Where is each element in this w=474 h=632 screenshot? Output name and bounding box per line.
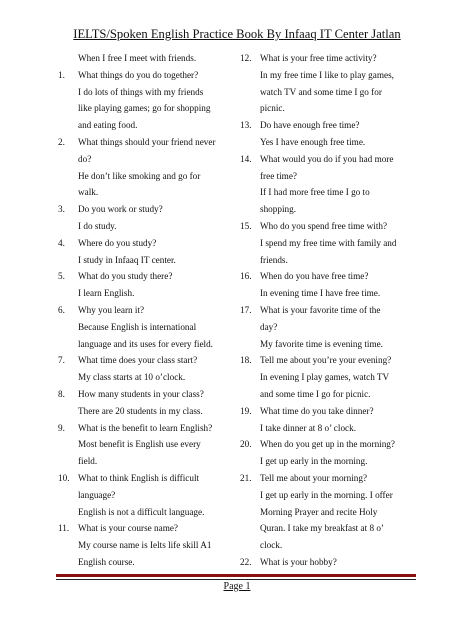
question-number: 21. (240, 472, 252, 483)
answer-text (240, 67, 416, 117)
answer-text (240, 369, 416, 403)
question-number: 12. (240, 53, 252, 63)
answer-line: My favorite time is evening time. (260, 338, 383, 349)
question-line: What is your course name? (78, 523, 179, 534)
question-line: What is your free time activity? (260, 53, 377, 63)
answer-line: English course. (78, 556, 135, 567)
answer-text (240, 487, 416, 554)
answer-line: I study in Infaaq IT center. (78, 254, 176, 265)
answer-line: and eating food. (78, 120, 138, 131)
question-text (78, 352, 234, 369)
answer-line: My course name is Ielts life skill A1 (78, 540, 212, 551)
question-text (78, 235, 234, 252)
answer-text (240, 420, 416, 437)
question-item (58, 268, 234, 285)
question-text (78, 268, 234, 285)
answer-line: English is not a difficult language. (78, 506, 205, 517)
question-item (58, 470, 234, 504)
question-text (78, 420, 234, 437)
question-item (240, 151, 416, 185)
answer-line: In my free time I like to play games, (260, 69, 394, 80)
question-text (260, 352, 416, 369)
answer-line: shopping. (260, 204, 296, 215)
question-line: What do you study there? (78, 271, 173, 282)
question-item (58, 420, 234, 437)
question-line: What is your hobby? (260, 556, 337, 567)
question-item (58, 520, 234, 537)
answer-line: I take dinner at 8 o’ clock. (260, 422, 357, 433)
answer-line: When I free I meet with friends. (78, 53, 197, 63)
answer-line: picnic. (260, 103, 285, 114)
question-item (240, 268, 416, 285)
question-line: What things should your friend never (78, 136, 216, 147)
answer-line: field. (78, 456, 98, 467)
answer-line: friends. (260, 254, 288, 265)
answer-text (58, 504, 234, 521)
question-item (58, 352, 234, 369)
question-line: Why you learn it? (78, 304, 145, 315)
question-number: 19. (240, 405, 252, 416)
answer-text (240, 184, 416, 218)
answer-line: Morning Prayer and recite Holy (260, 506, 378, 517)
two-column-body (58, 50, 416, 571)
question-line: What time does your class start? (78, 355, 198, 366)
answer-line: I do lots of things with my friends (78, 86, 204, 97)
answer-line: like playing games; go for shopping (78, 103, 211, 114)
question-line: day? (260, 321, 278, 332)
answer-text (58, 436, 234, 470)
question-number: 14. (240, 153, 252, 164)
answer-text (240, 235, 416, 269)
question-line: Where do you study? (78, 237, 157, 248)
question-item (240, 554, 416, 571)
answer-text (58, 369, 234, 386)
answer-text (240, 134, 416, 151)
question-line: Tell me about your morning? (260, 472, 368, 483)
page-title: IELTS/Spoken English Practice Book By Infaaq IT Center Jatlan (73, 27, 401, 41)
question-text (78, 134, 234, 168)
answer-line: I get up early in the morning. (260, 456, 368, 467)
question-number: 15. (240, 220, 252, 231)
question-number: 9. (58, 422, 65, 433)
left-column (58, 50, 234, 571)
question-number: 18. (240, 355, 252, 366)
question-text (260, 151, 416, 185)
answer-text (58, 84, 234, 134)
answer-line: I spend my free time with family and (260, 237, 397, 248)
question-line: When do you get up in the morning? (260, 439, 395, 450)
question-text (260, 117, 416, 134)
question-line: Tell me about you’re your evening? (260, 355, 392, 366)
page-footer (0, 581, 474, 592)
question-text (78, 302, 234, 319)
answer-text (58, 403, 234, 420)
answer-line: clock. (260, 540, 283, 551)
question-item (58, 302, 234, 319)
question-text (78, 67, 234, 84)
question-item (240, 403, 416, 420)
answer-text (58, 168, 234, 202)
question-text (78, 201, 234, 218)
answer-text (58, 50, 234, 67)
question-text (260, 436, 416, 453)
question-item (58, 235, 234, 252)
footer-rule (56, 574, 416, 580)
question-number: 3. (58, 204, 65, 215)
question-number: 13. (240, 120, 252, 131)
question-item (240, 302, 416, 336)
answer-line: He don’t like smoking and go for (78, 170, 201, 181)
question-text (78, 520, 234, 537)
question-number: 8. (58, 388, 65, 399)
answer-line: language and its uses for every field. (78, 338, 213, 349)
answer-line: walk. (78, 187, 99, 198)
answer-text (240, 285, 416, 302)
question-item (58, 386, 234, 403)
question-text (260, 268, 416, 285)
question-number: 20. (240, 439, 252, 450)
question-item (58, 67, 234, 84)
question-line: What is your favorite time of the (260, 304, 381, 315)
answer-line: I get up early in the morning. I offer (260, 489, 393, 500)
right-column (240, 50, 416, 571)
question-line: free time? (260, 170, 297, 181)
question-item (240, 117, 416, 134)
question-item (240, 470, 416, 487)
question-line: When do you have free time? (260, 271, 369, 282)
question-item (58, 134, 234, 168)
question-line: What time do you take dinner? (260, 405, 374, 416)
question-text (78, 470, 234, 504)
question-number: 5. (58, 271, 65, 282)
question-number: 7. (58, 355, 65, 366)
answer-text (240, 453, 416, 470)
question-text (260, 403, 416, 420)
question-item (240, 352, 416, 369)
answer-line: and some time I go for picnic. (260, 388, 371, 399)
question-number: 4. (58, 237, 65, 248)
question-line: How many students in your class? (78, 388, 204, 399)
question-number: 22. (240, 556, 252, 567)
question-number: 1. (58, 69, 65, 80)
answer-text (58, 218, 234, 235)
question-number: 11. (58, 523, 70, 534)
question-number: 2. (58, 136, 65, 147)
answer-text (58, 285, 234, 302)
answer-line: Because English is international (78, 321, 197, 332)
question-text (260, 50, 416, 67)
question-line: do? (78, 153, 92, 164)
question-line: What would you do if you had more (260, 153, 394, 164)
question-line: What is the benefit to learn English? (78, 422, 213, 433)
question-line: Who do you spend free time with? (260, 220, 388, 231)
question-number: 17. (240, 304, 252, 315)
question-line: What things do you do together? (78, 69, 199, 80)
answer-line: Yes I have enough free time. (260, 136, 366, 147)
answer-line: Quran. I take my breakfast at 8 o’ (260, 523, 384, 534)
question-text (260, 470, 416, 487)
answer-line: I learn English. (78, 288, 135, 299)
question-text (260, 302, 416, 336)
answer-line: In evening time I have free time. (260, 288, 381, 299)
question-item (240, 50, 416, 67)
question-text (78, 386, 234, 403)
answer-line: watch TV and some time I go for (260, 86, 382, 97)
question-line: Do have enough free time? (260, 120, 360, 131)
question-text (260, 554, 416, 571)
answer-line: In evening I play games, watch TV (260, 372, 390, 383)
answer-line: There are 20 students in my class. (78, 405, 203, 416)
answer-text (240, 336, 416, 353)
question-line: What to think English is difficult (78, 472, 200, 483)
answer-line: I do study. (78, 220, 117, 231)
page-number: Page 1 (223, 581, 251, 592)
question-item (240, 436, 416, 453)
question-number: 10. (58, 472, 70, 483)
question-item (58, 201, 234, 218)
question-text (260, 218, 416, 235)
question-item (240, 218, 416, 235)
answer-line: My class starts at 10 o’clock. (78, 372, 186, 383)
question-number: 16. (240, 271, 252, 282)
question-number: 6. (58, 304, 65, 315)
question-line: language? (78, 489, 116, 500)
answer-text (58, 537, 234, 571)
answer-text (58, 319, 234, 353)
answer-line: If I had more free time I go to (260, 187, 370, 198)
footer-rule-black (56, 579, 416, 580)
answer-line: Most benefit is English use every (78, 439, 201, 450)
question-line: Do you work or study? (78, 204, 163, 215)
answer-text (58, 252, 234, 269)
